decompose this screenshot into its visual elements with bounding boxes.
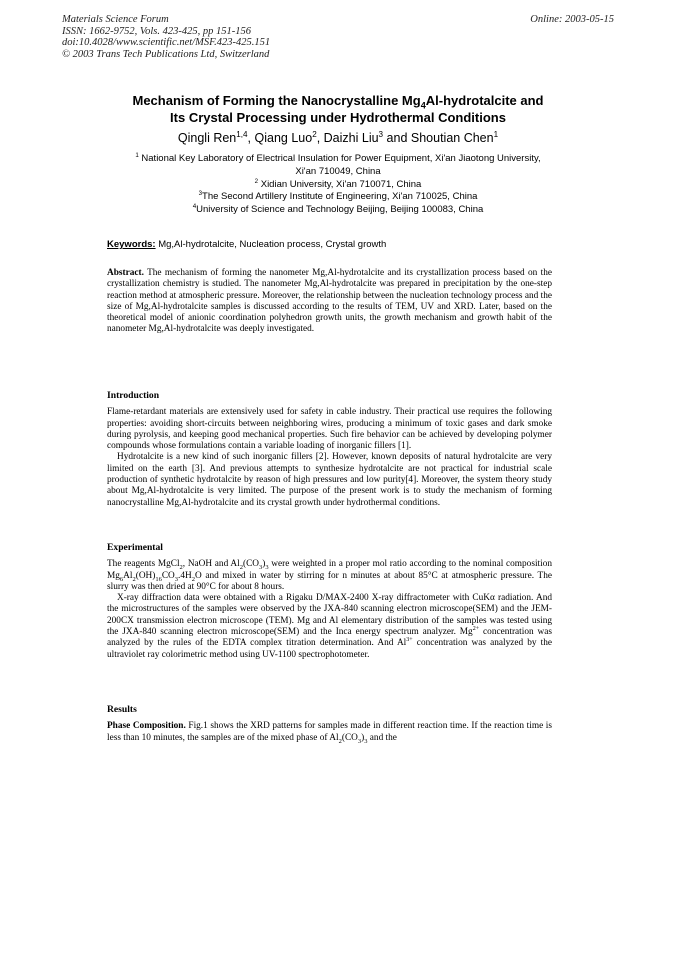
online-date: Online: 2003-05-15 bbox=[530, 14, 614, 25]
paragraph: Hydrotalcite is a new kind of such inorganic fillers [2]. However, known deposits of natural hydrotalcite are very limited on the earth [3]. And previous attempts to synthesize hydrotalcite are not practical for industrial scale production of synthetic hydrotalcite by reason of high pressures and low purity[4]. Moreover, the system theory study about Mg,Al-hydrotalcite is very limited. The purpose of the present work is to study the mechanism of forming nanocrystalline Mg,Al-hydrotalcite and its crystal growth under hydrothermal conditions. bbox=[107, 452, 552, 508]
affiliations bbox=[62, 153, 614, 217]
paragraph: Flame-retardant materials are extensively used for safety in cable industry. Their practical use requires the following properties: avoiding short-circuits between neighboring wires, producing a minimum of toxic gases and dark smoke during pyrolysis, and keeping good mechanical properties. Such fire behavior can be achieved by developing polymer compounds whose formulations contain a variable loading of inorganic fillers [1]. bbox=[107, 407, 552, 452]
keywords-label: Keywords: bbox=[107, 239, 156, 250]
affiliation-2: $^2$ Xidian University, Xi'an 710071, China bbox=[254, 177, 422, 190]
section-heading: Results bbox=[107, 704, 137, 715]
journal-name: Materials Science Forum bbox=[62, 14, 169, 25]
keywords-line bbox=[107, 239, 386, 250]
copyright-line: © 2003 Trans Tech Publications Ltd, Switzerland bbox=[62, 48, 270, 60]
paragraph: X-ray diffraction data were obtained with a Rigaku D/MAX-2400 X-ray diffractometer with CuKα radiation. And the microstructures of the samples were observed by the JXA-840 scanning electron microscope(SEM) and the JEM-200CX transmission electron microscope (TEM). Mg and Al elementary distribution of the samples was tested using the JXA-840 scanning electron microscope(SEM) and the Inca energy spectrum analyzer. $Mg^{2+}$ concentration was analyzed by the rules of the EDTA complex titration determination. And $Al^{3+}$ concentration was analyzed by the ultraviolet ray colorimetric method using UV-1100 spectrophotometer. bbox=[107, 593, 552, 660]
author-name: Qiang Luo bbox=[254, 131, 313, 145]
abstract-label: Abstract. bbox=[107, 268, 144, 278]
title-line-1: Mechanism of Forming the Nanocrystalline $Mg_4Al$-hydrotalcite and bbox=[132, 93, 544, 111]
issn-line: ISSN: 1662-9752, Vols. 423-425, pp 151-156 bbox=[62, 25, 251, 37]
introduction-section bbox=[107, 390, 552, 509]
affiliation-4: $^4$University of Science and Technology Beijing, Beijing 100083, China bbox=[192, 203, 484, 216]
abstract-text: The mechanism of forming the nanometer Mg,Al-hydrotalcite and its crystallization process based on the crystallization chemistry is studied. The nanometer Mg,Al-hydrotalcite was prepared in precipitation by the one-step reaction method at atmospheric pressure. Moreover, the relationship between the nucleation technology process and the size of Mg,Al-hydrotalcite samples is discussed according to the results of TEM, UV and XRD. Later, based on the theoretical model of anionic coordination polyhedron growth units, the growth mechanism and growth habit of the nanometer Mg,Al-hydrotalcite was deeply investigated. bbox=[107, 268, 552, 335]
keywords-text: Mg,Al-hydrotalcite, Nucleation process, Crystal growth bbox=[155, 239, 387, 250]
author-name: Daizhi Liu bbox=[323, 131, 379, 145]
section-heading: Introduction bbox=[107, 390, 160, 401]
abstract-section bbox=[107, 268, 552, 336]
doi-line[interactable]: doi:10.4028/www.scientific.net/MSF.423-425.151 bbox=[62, 37, 271, 48]
author-list: Qingli Ren$^{1,4}$, Qiang Luo$^2$, Daizhi Liu$^3$ and Shoutian Chen$^1$ bbox=[177, 129, 499, 145]
paper-title bbox=[62, 92, 614, 126]
section-heading: Experimental bbox=[107, 542, 163, 553]
paragraph: The reagents MgCl$_2$, NaOH and $Al_2(CO_3)_3$ were weighted in a proper mol ratio according to the nominal composition $Mg_6Al_2(OH)_{16}CO_3.4H_2O$ and mixed in water by stirring for n minutes at about 85°C at atmospheric pressure. The slurry was then dried at 90°C for about 8 hours. bbox=[107, 559, 552, 592]
paragraph: Phase Composition. Fig.1 shows the XRD patterns for samples made in different reaction time. If the reaction time is less than 10 minutes, the samples are of the mixed phase of $Al_2(CO_3)_3$ and the bbox=[107, 721, 552, 745]
affiliation-1: $^1$ National Key Laboratory of Electrical Insulation for Power Equipment, Xi'an Jiaotong University, bbox=[135, 151, 541, 164]
journal-header bbox=[62, 14, 270, 60]
title-line-2: Its Crystal Processing under Hydrothermal Conditions bbox=[170, 110, 506, 125]
affiliation-1-city: Xi'an 710049, China bbox=[295, 165, 381, 177]
subsection-label: Phase Composition. bbox=[107, 721, 186, 732]
experimental-section bbox=[107, 542, 552, 661]
affiliation-3: $^3$The Second Artillery Institute of Engineering, Xi'an 710025, China bbox=[198, 190, 478, 203]
author-name: Qingli Ren bbox=[177, 131, 237, 145]
results-section bbox=[107, 704, 552, 744]
author-name: Shoutian Chen bbox=[410, 131, 494, 145]
